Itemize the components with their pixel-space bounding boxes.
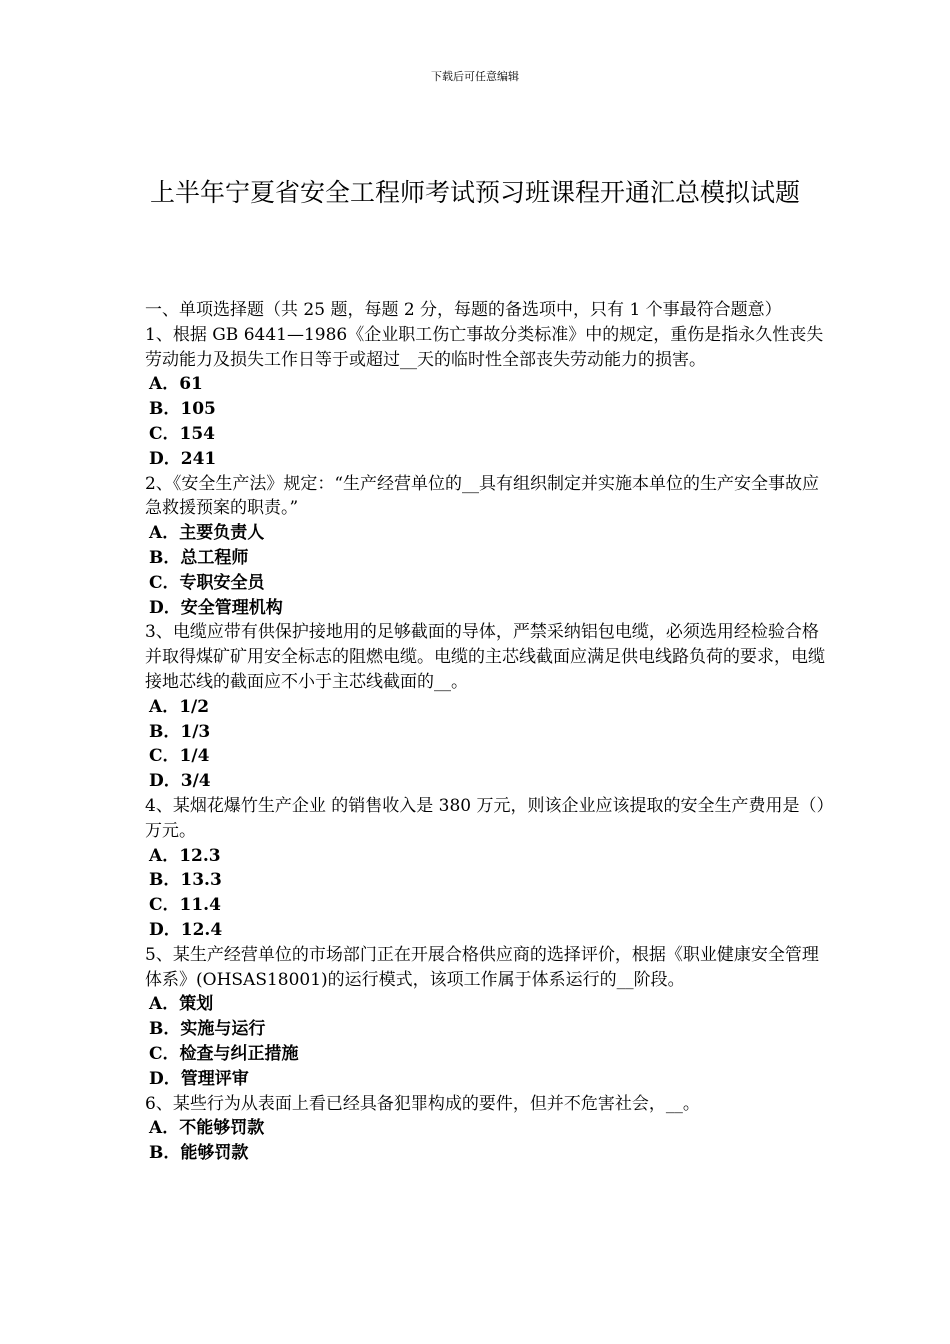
option-c: C．专职安全员	[149, 572, 265, 593]
option-d: D．安全管理机构	[149, 597, 283, 618]
option-d: D．12.4	[149, 919, 223, 940]
option-b: B．实施与运行	[149, 1019, 266, 1040]
option-c: C．11.4	[149, 895, 221, 916]
section-heading: 一、单项选择题（共 25 题，每题 2 分，每题的备选项中，只有 1 个事最符合题意）	[145, 300, 782, 320]
question-3	[145, 620, 825, 794]
question-text: 5、某生产经营单位的市场部门正在开展合格供应商的选择评价，根据《职业健康安全管理体系》(OHSAS18001)的运行模式，该项工作属于体系运行的__阶段。	[145, 944, 819, 990]
option-a: A．1/2	[149, 696, 210, 717]
question-text: 2、《安全生产法》规定：“生产经营单位的__具有组织制定并实施本单位的生产安全事故应急救援预案的职责。”	[145, 473, 820, 519]
document-title: 上半年宁夏省安全工程师考试预习班课程开通汇总模拟试题	[149, 177, 800, 207]
option-d: D．管理评审	[149, 1068, 249, 1089]
option-a: A．12.3	[149, 845, 221, 866]
option-a: A．不能够罚款	[149, 1118, 265, 1139]
header-note: 下载后可任意编辑	[431, 70, 519, 83]
question-6	[145, 1092, 825, 1166]
question-5	[145, 943, 825, 1092]
option-c: C．154	[149, 423, 216, 444]
option-c: C．1/4	[149, 746, 210, 767]
exam-content	[145, 298, 825, 1166]
question-2	[145, 472, 825, 621]
option-a: A．主要负责人	[149, 523, 265, 544]
question-text: 4、某烟花爆竹生产企业 的销售收入是 380 万元，则该企业应该提取的安全生产费用是（）万元。	[145, 795, 825, 841]
option-a: A．策划	[149, 994, 214, 1015]
option-d: D．241	[149, 448, 217, 469]
option-d: D．3/4	[149, 771, 211, 792]
option-b: B．105	[149, 399, 216, 420]
question-text: 6、某些行为从表面上看已经具备犯罪构成的要件，但并不危害社会，__。	[145, 1093, 700, 1114]
question-1	[145, 323, 825, 472]
option-b: B．13.3	[149, 870, 222, 891]
option-b: B．1/3	[149, 721, 211, 742]
option-b: B．能够罚款	[149, 1143, 249, 1164]
option-c: C．检查与纠正措施	[149, 1043, 299, 1064]
question-text: 1、根据 GB 6441—1986《企业职工伤亡事故分类标准》中的规定，重伤是指永久性丧失劳动能力及损失工作日等于或超过__天的临时性全部丧失劳动能力的损害。	[145, 324, 824, 370]
option-a: A．61	[149, 374, 203, 395]
option-b: B．总工程师	[149, 547, 249, 568]
question-4	[145, 794, 825, 943]
question-text: 3、电缆应带有供保护接地用的足够截面的导体，严禁采纳铝包电缆，必须选用经检验合格并取得煤矿矿用安全标志的阻燃电缆。电缆的主芯线截面应满足供电线路负荷的要求，电缆接地芯线的截面应不小于主芯线截面的__。	[145, 622, 825, 692]
